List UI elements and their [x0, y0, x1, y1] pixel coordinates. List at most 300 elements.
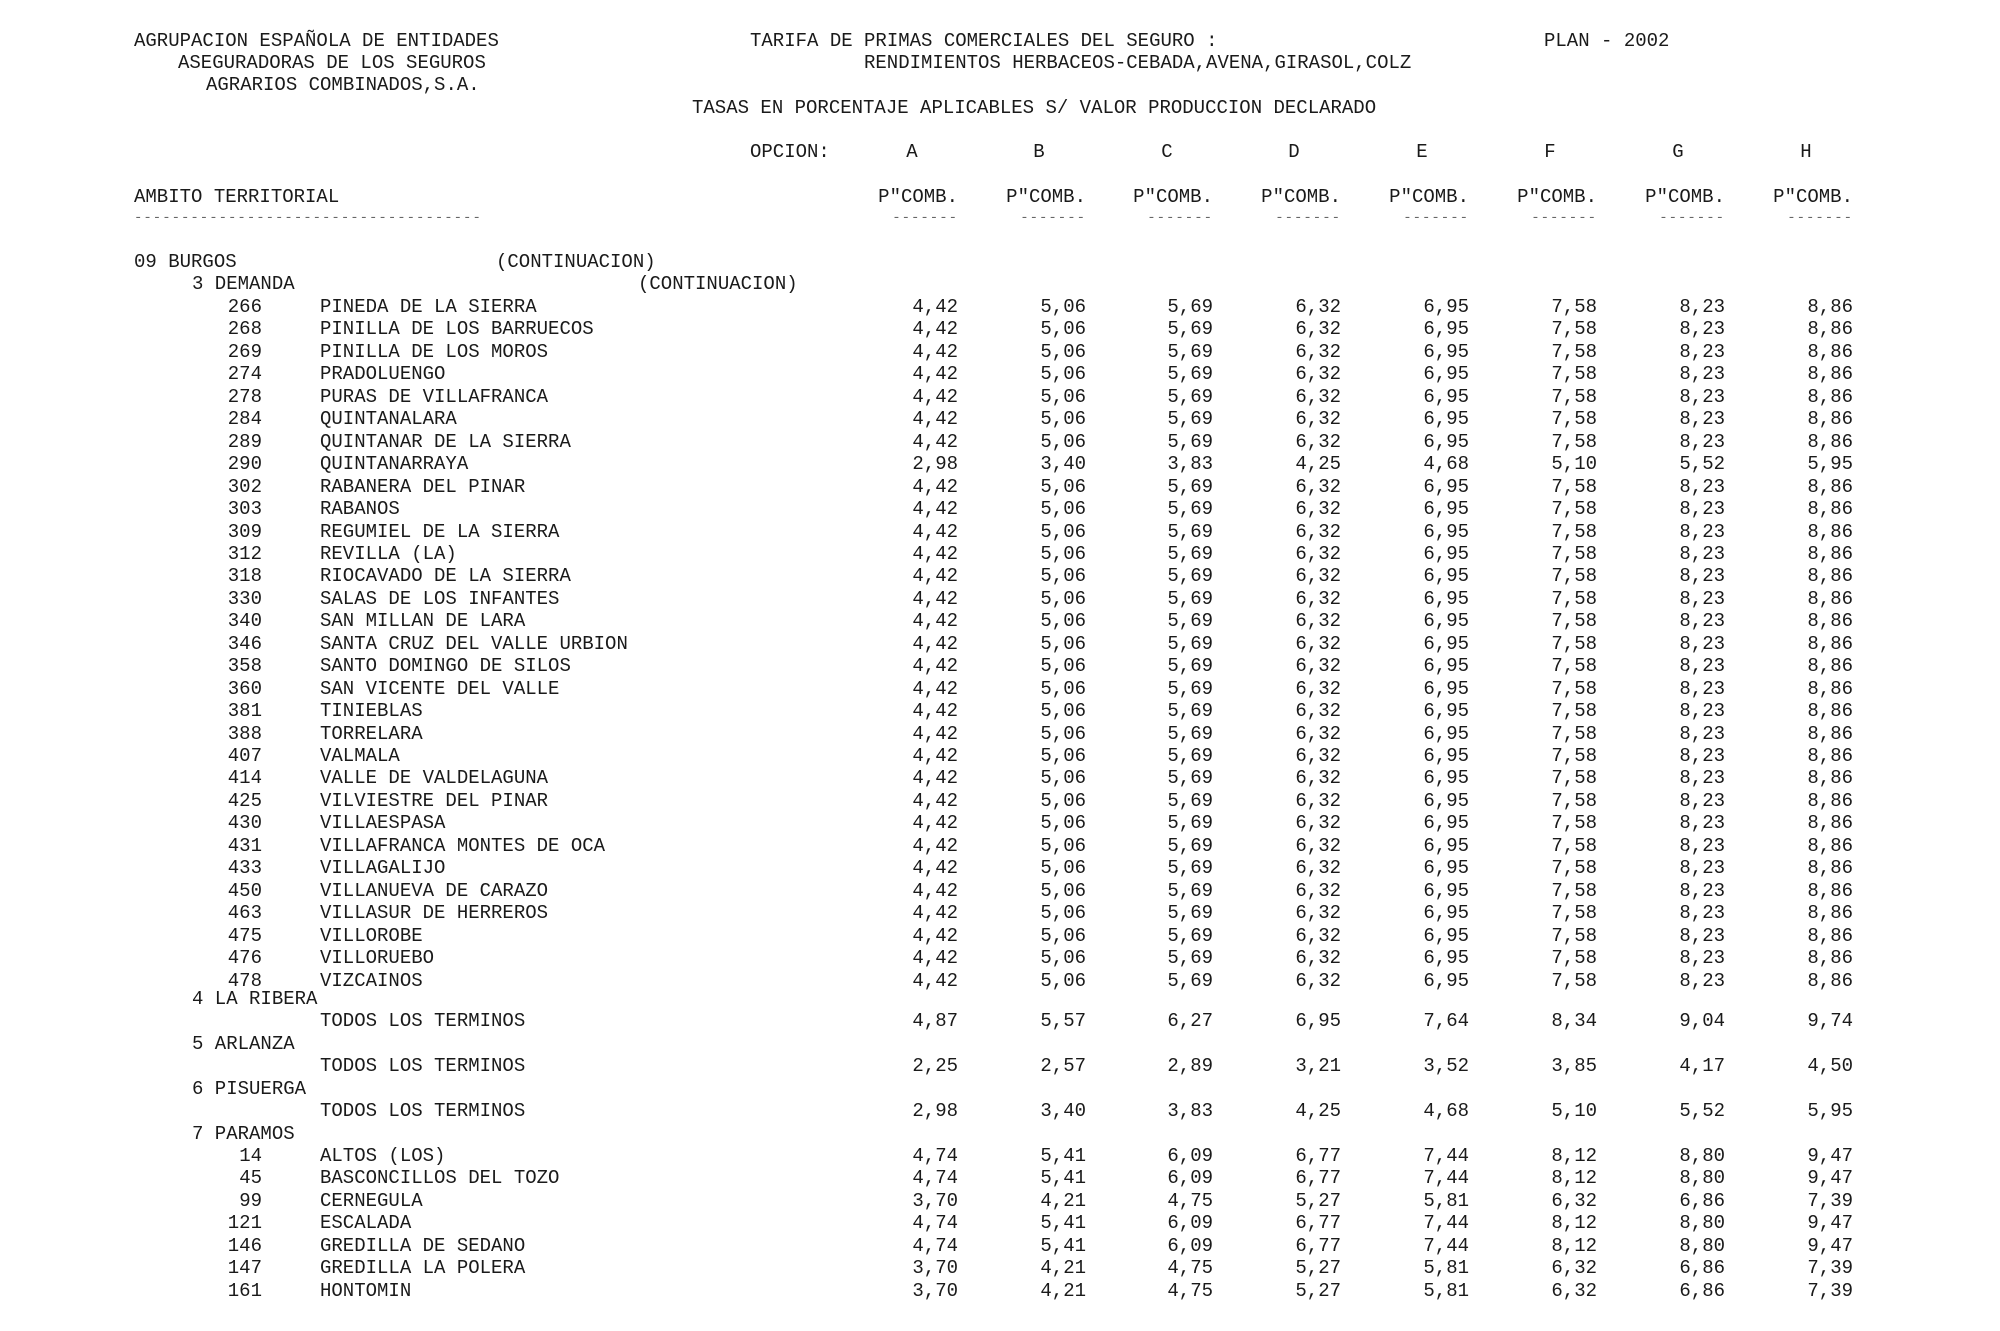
comarca-pisuerga-label: 6 PISUERGA: [192, 1078, 307, 1100]
row-name: GREDILLA DE SEDANO: [320, 1235, 526, 1257]
row-name: TORRELARA: [320, 723, 423, 745]
col-header-d: P"COMB.: [1261, 186, 1341, 208]
row-name: PINILLA DE LOS MOROS: [320, 341, 549, 363]
row-value-g: 8,23: [1679, 767, 1725, 789]
row-value-b: 5,06: [1040, 745, 1086, 767]
row-name: TINIEBLAS: [320, 700, 423, 722]
row-value-g: 8,23: [1679, 565, 1725, 587]
row-value-g: 8,23: [1679, 812, 1725, 834]
row-value-c: 5,69: [1167, 498, 1213, 520]
row-value-h: 8,86: [1807, 363, 1853, 385]
row-value-a: 4,42: [912, 296, 958, 318]
row-value-f: 7,58: [1551, 880, 1597, 902]
row-value-g: 8,80: [1679, 1212, 1725, 1234]
row-value-d: 6,32: [1295, 341, 1341, 363]
row-value-d: 6,77: [1295, 1212, 1341, 1234]
row-value-f: 7,58: [1551, 610, 1597, 632]
row-code: 121: [227, 1212, 262, 1234]
row-value-b: 5,06: [1040, 723, 1086, 745]
row-value-c: 5,69: [1167, 386, 1213, 408]
row-value-g: 8,23: [1679, 925, 1725, 947]
row-value-e: 6,95: [1423, 610, 1469, 632]
row-value-b: 5,06: [1040, 655, 1086, 677]
row-value-g: 8,23: [1679, 296, 1725, 318]
row-value-c: 4,75: [1167, 1257, 1213, 1279]
row-value-g: 8,23: [1679, 947, 1725, 969]
row-value-b: 5,06: [1040, 790, 1086, 812]
row-value-g: 8,23: [1679, 880, 1725, 902]
row-value-f: 7,58: [1551, 812, 1597, 834]
row-value-g: 8,23: [1679, 498, 1725, 520]
row-value-e: 6,95: [1423, 655, 1469, 677]
row-value-f: 8,12: [1551, 1212, 1597, 1234]
row-value-e: 7,44: [1423, 1145, 1469, 1167]
row-code: 269: [227, 341, 262, 363]
row-value-e: 4,68: [1423, 453, 1469, 475]
row-value-e: 6,95: [1423, 386, 1469, 408]
row-name: VILLAFRANCA MONTES DE OCA: [320, 835, 606, 857]
option-g: G: [1672, 141, 1684, 163]
org-line-2: ASEGURADORAS DE LOS SEGUROS: [178, 52, 486, 74]
ribera-value-c: 6,27: [1167, 1010, 1213, 1032]
row-value-f: 7,58: [1551, 790, 1597, 812]
row-value-e: 7,44: [1423, 1167, 1469, 1189]
row-name: SAN VICENTE DEL VALLE: [320, 678, 560, 700]
row-value-f: 5,10: [1551, 453, 1597, 475]
row-value-b: 5,06: [1040, 543, 1086, 565]
row-value-b: 5,41: [1040, 1235, 1086, 1257]
row-code: 147: [227, 1257, 262, 1279]
row-value-h: 8,86: [1807, 902, 1853, 924]
row-value-e: 6,95: [1423, 745, 1469, 767]
row-name: HONTOMIN: [320, 1280, 412, 1302]
row-code: 358: [227, 655, 262, 677]
row-value-b: 5,06: [1040, 610, 1086, 632]
row-value-b: 5,06: [1040, 431, 1086, 453]
row-value-b: 5,06: [1040, 476, 1086, 498]
row-value-d: 6,32: [1295, 296, 1341, 318]
row-value-h: 8,86: [1807, 812, 1853, 834]
row-value-a: 4,42: [912, 970, 958, 992]
comarca-demanda-cont: (CONTINUACION): [638, 273, 798, 295]
row-value-b: 5,41: [1040, 1212, 1086, 1234]
row-value-g: 8,23: [1679, 431, 1725, 453]
row-value-e: 6,95: [1423, 723, 1469, 745]
ribera-value-g: 9,04: [1679, 1010, 1725, 1032]
row-value-f: 6,32: [1551, 1190, 1597, 1212]
row-name: QUINTANARRAYA: [320, 453, 469, 475]
row-value-d: 6,32: [1295, 857, 1341, 879]
row-value-a: 4,42: [912, 521, 958, 543]
row-value-h: 9,47: [1807, 1167, 1853, 1189]
row-value-b: 4,21: [1040, 1190, 1086, 1212]
row-value-h: 8,86: [1807, 925, 1853, 947]
row-value-b: 3,40: [1040, 453, 1086, 475]
row-value-a: 4,42: [912, 812, 958, 834]
row-value-h: 8,86: [1807, 700, 1853, 722]
row-value-h: 8,86: [1807, 857, 1853, 879]
row-value-f: 7,58: [1551, 767, 1597, 789]
row-name: RABANERA DEL PINAR: [320, 476, 526, 498]
row-value-a: 4,42: [912, 408, 958, 430]
row-code: 414: [227, 767, 262, 789]
row-code: 475: [227, 925, 262, 947]
option-a: A: [906, 141, 918, 163]
col-underline-f: -------: [1531, 210, 1597, 226]
comarca-ribera-name: TODOS LOS TERMINOS: [320, 1010, 526, 1032]
row-value-c: 5,69: [1167, 857, 1213, 879]
col-underline-g: -------: [1659, 210, 1725, 226]
row-value-d: 6,77: [1295, 1145, 1341, 1167]
row-value-f: 7,58: [1551, 633, 1597, 655]
row-value-c: 5,69: [1167, 408, 1213, 430]
col-header-g: P"COMB.: [1645, 186, 1725, 208]
row-value-e: 6,95: [1423, 857, 1469, 879]
row-value-h: 8,86: [1807, 880, 1853, 902]
col-header-b: P"COMB.: [1006, 186, 1086, 208]
title-line-1: TARIFA DE PRIMAS COMERCIALES DEL SEGURO :: [750, 30, 1218, 52]
row-value-h: 8,86: [1807, 476, 1853, 498]
row-value-e: 6,95: [1423, 947, 1469, 969]
row-value-d: 4,25: [1295, 453, 1341, 475]
row-value-c: 5,69: [1167, 835, 1213, 857]
row-value-f: 7,58: [1551, 745, 1597, 767]
row-value-f: 7,58: [1551, 408, 1597, 430]
row-value-d: 6,32: [1295, 655, 1341, 677]
row-value-h: 8,86: [1807, 498, 1853, 520]
row-value-d: 6,32: [1295, 880, 1341, 902]
row-value-d: 6,32: [1295, 947, 1341, 969]
pisuerga-value-h: 5,95: [1807, 1100, 1853, 1122]
row-value-h: 8,86: [1807, 767, 1853, 789]
row-value-b: 5,06: [1040, 835, 1086, 857]
province-label: 09 BURGOS: [134, 251, 237, 273]
row-name: QUINTANAR DE LA SIERRA: [320, 431, 571, 453]
row-value-f: 7,58: [1551, 363, 1597, 385]
row-code: 266: [227, 296, 262, 318]
row-code: 161: [227, 1280, 262, 1302]
row-value-c: 5,69: [1167, 565, 1213, 587]
row-value-h: 8,86: [1807, 588, 1853, 610]
row-value-a: 4,42: [912, 835, 958, 857]
row-value-d: 6,77: [1295, 1235, 1341, 1257]
row-name: VILLANUEVA DE CARAZO: [320, 880, 549, 902]
ribera-value-a: 4,87: [912, 1010, 958, 1032]
row-value-b: 5,06: [1040, 521, 1086, 543]
comarca-paramos-label: 7 PARAMOS: [192, 1123, 295, 1145]
row-value-c: 3,83: [1167, 453, 1213, 475]
row-value-a: 4,42: [912, 565, 958, 587]
row-value-b: 5,06: [1040, 880, 1086, 902]
row-value-b: 5,41: [1040, 1167, 1086, 1189]
row-value-d: 6,32: [1295, 498, 1341, 520]
row-value-b: 5,06: [1040, 386, 1086, 408]
row-value-c: 5,69: [1167, 970, 1213, 992]
row-value-e: 5,81: [1423, 1257, 1469, 1279]
row-name: VILLAESPASA: [320, 812, 446, 834]
row-value-e: 6,95: [1423, 408, 1469, 430]
row-value-b: 5,06: [1040, 318, 1086, 340]
col-underline-h: -------: [1787, 210, 1853, 226]
row-name: VILVIESTRE DEL PINAR: [320, 790, 549, 812]
row-value-a: 4,42: [912, 678, 958, 700]
col-underline-e: -------: [1403, 210, 1469, 226]
col-underline-d: -------: [1275, 210, 1341, 226]
arlanza-value-b: 2,57: [1040, 1055, 1086, 1077]
row-value-g: 8,23: [1679, 408, 1725, 430]
row-value-b: 5,06: [1040, 565, 1086, 587]
row-value-h: 8,86: [1807, 655, 1853, 677]
row-value-d: 5,27: [1295, 1280, 1341, 1302]
row-value-a: 4,42: [912, 723, 958, 745]
row-value-h: 8,86: [1807, 318, 1853, 340]
row-name: PURAS DE VILLAFRANCA: [320, 386, 549, 408]
row-value-d: 6,32: [1295, 476, 1341, 498]
row-value-h: 8,86: [1807, 970, 1853, 992]
col-underline-b: -------: [1020, 210, 1086, 226]
row-value-g: 8,23: [1679, 386, 1725, 408]
row-value-a: 4,74: [912, 1145, 958, 1167]
row-value-e: 6,95: [1423, 633, 1469, 655]
row-value-h: 8,86: [1807, 723, 1853, 745]
col-underline-c: -------: [1147, 210, 1213, 226]
row-name: SAN MILLAN DE LARA: [320, 610, 526, 632]
row-code: 99: [239, 1190, 262, 1212]
row-value-c: 5,69: [1167, 655, 1213, 677]
row-value-e: 6,95: [1423, 521, 1469, 543]
row-value-e: 6,95: [1423, 341, 1469, 363]
pisuerga-value-e: 4,68: [1423, 1100, 1469, 1122]
row-value-d: 6,32: [1295, 723, 1341, 745]
row-value-d: 5,27: [1295, 1190, 1341, 1212]
row-value-g: 8,80: [1679, 1145, 1725, 1167]
plan-label: PLAN - 2002: [1544, 30, 1670, 52]
row-value-c: 5,69: [1167, 700, 1213, 722]
row-value-a: 4,42: [912, 902, 958, 924]
row-value-d: 6,32: [1295, 610, 1341, 632]
row-value-h: 8,86: [1807, 543, 1853, 565]
row-value-f: 7,58: [1551, 318, 1597, 340]
row-value-c: 5,69: [1167, 431, 1213, 453]
row-value-g: 8,23: [1679, 678, 1725, 700]
col-header-c: P"COMB.: [1133, 186, 1213, 208]
row-value-c: 6,09: [1167, 1145, 1213, 1167]
row-name: REVILLA (LA): [320, 543, 457, 565]
row-value-a: 3,70: [912, 1190, 958, 1212]
col-header-e: P"COMB.: [1389, 186, 1469, 208]
row-value-d: 6,77: [1295, 1167, 1341, 1189]
row-value-c: 5,69: [1167, 341, 1213, 363]
row-value-a: 4,42: [912, 588, 958, 610]
row-value-e: 5,81: [1423, 1190, 1469, 1212]
option-f: F: [1544, 141, 1556, 163]
ribera-value-e: 7,64: [1423, 1010, 1469, 1032]
row-value-f: 6,32: [1551, 1257, 1597, 1279]
row-value-f: 8,12: [1551, 1235, 1597, 1257]
row-value-e: 6,95: [1423, 431, 1469, 453]
option-d: D: [1288, 141, 1300, 163]
row-value-a: 4,42: [912, 363, 958, 385]
row-code: 330: [227, 588, 262, 610]
row-value-d: 6,32: [1295, 318, 1341, 340]
row-value-a: 4,74: [912, 1167, 958, 1189]
row-value-c: 6,09: [1167, 1235, 1213, 1257]
row-value-g: 8,23: [1679, 588, 1725, 610]
row-value-d: 6,32: [1295, 790, 1341, 812]
row-value-b: 5,06: [1040, 902, 1086, 924]
row-value-a: 4,42: [912, 700, 958, 722]
row-name: VALLE DE VALDELAGUNA: [320, 767, 549, 789]
row-value-c: 5,69: [1167, 790, 1213, 812]
row-code: 346: [227, 633, 262, 655]
row-value-d: 6,32: [1295, 408, 1341, 430]
row-name: SANTA CRUZ DEL VALLE URBION: [320, 633, 628, 655]
row-value-e: 6,95: [1423, 925, 1469, 947]
row-value-h: 8,86: [1807, 633, 1853, 655]
arlanza-value-g: 4,17: [1679, 1055, 1725, 1077]
row-value-f: 7,58: [1551, 543, 1597, 565]
row-value-d: 6,32: [1295, 767, 1341, 789]
row-value-a: 4,42: [912, 386, 958, 408]
opcion-label: OPCION:: [750, 141, 830, 163]
row-value-g: 8,23: [1679, 363, 1725, 385]
row-value-a: 4,42: [912, 790, 958, 812]
arlanza-value-f: 3,85: [1551, 1055, 1597, 1077]
row-value-e: 6,95: [1423, 970, 1469, 992]
row-value-a: 4,42: [912, 318, 958, 340]
row-value-g: 8,23: [1679, 610, 1725, 632]
row-code: 430: [227, 812, 262, 834]
org-line-1: AGRUPACION ESPAÑOLA DE ENTIDADES: [134, 30, 499, 52]
row-value-h: 8,86: [1807, 678, 1853, 700]
row-value-e: 6,95: [1423, 588, 1469, 610]
row-value-d: 6,32: [1295, 633, 1341, 655]
row-code: 450: [227, 880, 262, 902]
row-value-e: 6,95: [1423, 363, 1469, 385]
row-value-b: 5,06: [1040, 857, 1086, 879]
row-value-h: 7,39: [1807, 1280, 1853, 1302]
row-value-g: 8,23: [1679, 700, 1725, 722]
row-code: 274: [227, 363, 262, 385]
pisuerga-value-a: 2,98: [912, 1100, 958, 1122]
arlanza-value-d: 3,21: [1295, 1055, 1341, 1077]
row-code: 388: [227, 723, 262, 745]
row-value-c: 5,69: [1167, 296, 1213, 318]
row-value-a: 4,42: [912, 857, 958, 879]
row-value-g: 6,86: [1679, 1280, 1725, 1302]
row-value-f: 7,58: [1551, 498, 1597, 520]
col-header-a: P"COMB.: [878, 186, 958, 208]
row-value-h: 8,86: [1807, 521, 1853, 543]
row-value-e: 6,95: [1423, 318, 1469, 340]
row-value-d: 6,32: [1295, 565, 1341, 587]
pisuerga-value-f: 5,10: [1551, 1100, 1597, 1122]
row-name: GREDILLA LA POLERA: [320, 1257, 526, 1279]
row-name: BASCONCILLOS DEL TOZO: [320, 1167, 560, 1189]
row-value-g: 8,23: [1679, 633, 1725, 655]
row-value-h: 8,86: [1807, 610, 1853, 632]
row-value-b: 5,41: [1040, 1145, 1086, 1167]
row-value-g: 8,80: [1679, 1235, 1725, 1257]
row-value-g: 8,23: [1679, 521, 1725, 543]
row-value-a: 4,42: [912, 633, 958, 655]
row-value-a: 4,74: [912, 1212, 958, 1234]
arlanza-value-a: 2,25: [912, 1055, 958, 1077]
row-value-c: 4,75: [1167, 1190, 1213, 1212]
subtitle: TASAS EN PORCENTAJE APLICABLES S/ VALOR PRODUCCION DECLARADO: [692, 97, 1377, 119]
row-value-e: 6,95: [1423, 296, 1469, 318]
row-value-d: 6,32: [1295, 812, 1341, 834]
row-value-e: 6,95: [1423, 678, 1469, 700]
option-c: C: [1161, 141, 1173, 163]
row-value-d: 5,27: [1295, 1257, 1341, 1279]
row-value-c: 5,69: [1167, 745, 1213, 767]
row-value-e: 7,44: [1423, 1212, 1469, 1234]
row-code: 360: [227, 678, 262, 700]
row-value-g: 8,23: [1679, 476, 1725, 498]
row-value-d: 6,32: [1295, 363, 1341, 385]
row-value-h: 8,86: [1807, 296, 1853, 318]
row-value-c: 5,69: [1167, 678, 1213, 700]
row-code: 431: [227, 835, 262, 857]
row-value-f: 7,58: [1551, 700, 1597, 722]
row-value-a: 4,42: [912, 745, 958, 767]
row-value-h: 8,86: [1807, 408, 1853, 430]
row-value-d: 6,32: [1295, 678, 1341, 700]
row-value-g: 8,23: [1679, 790, 1725, 812]
option-e: E: [1416, 141, 1428, 163]
row-value-e: 6,95: [1423, 790, 1469, 812]
row-value-h: 8,86: [1807, 790, 1853, 812]
row-value-h: 8,86: [1807, 835, 1853, 857]
row-value-c: 5,69: [1167, 947, 1213, 969]
row-name: SALAS DE LOS INFANTES: [320, 588, 560, 610]
row-code: 381: [227, 700, 262, 722]
row-value-g: 8,23: [1679, 835, 1725, 857]
row-value-e: 6,95: [1423, 476, 1469, 498]
row-value-f: 7,58: [1551, 835, 1597, 857]
row-value-f: 8,12: [1551, 1167, 1597, 1189]
row-value-b: 4,21: [1040, 1280, 1086, 1302]
row-value-h: 9,47: [1807, 1145, 1853, 1167]
row-name: VILLOROBE: [320, 925, 423, 947]
row-value-d: 6,32: [1295, 386, 1341, 408]
row-code: 278: [227, 386, 262, 408]
row-name: REGUMIEL DE LA SIERRA: [320, 521, 560, 543]
ribera-value-b: 5,57: [1040, 1010, 1086, 1032]
ambito-underline: -------------------------------------: [134, 210, 482, 226]
row-value-f: 7,58: [1551, 476, 1597, 498]
row-name: CERNEGULA: [320, 1190, 423, 1212]
pisuerga-value-d: 4,25: [1295, 1100, 1341, 1122]
row-value-f: 7,58: [1551, 386, 1597, 408]
title-line-2: RENDIMIENTOS HERBACEOS-CEBADA,AVENA,GIRASOL,COLZ: [864, 52, 1412, 74]
row-value-g: 8,23: [1679, 655, 1725, 677]
row-value-h: 7,39: [1807, 1190, 1853, 1212]
row-value-h: 8,86: [1807, 431, 1853, 453]
row-value-c: 5,69: [1167, 521, 1213, 543]
row-code: 284: [227, 408, 262, 430]
row-value-h: 9,47: [1807, 1212, 1853, 1234]
row-value-d: 6,32: [1295, 700, 1341, 722]
row-value-b: 5,06: [1040, 700, 1086, 722]
row-value-a: 4,74: [912, 1235, 958, 1257]
row-value-f: 7,58: [1551, 947, 1597, 969]
row-value-c: 5,69: [1167, 902, 1213, 924]
row-value-c: 5,69: [1167, 723, 1213, 745]
row-value-c: 5,69: [1167, 812, 1213, 834]
comarca-arlanza-name: TODOS LOS TERMINOS: [320, 1055, 526, 1077]
